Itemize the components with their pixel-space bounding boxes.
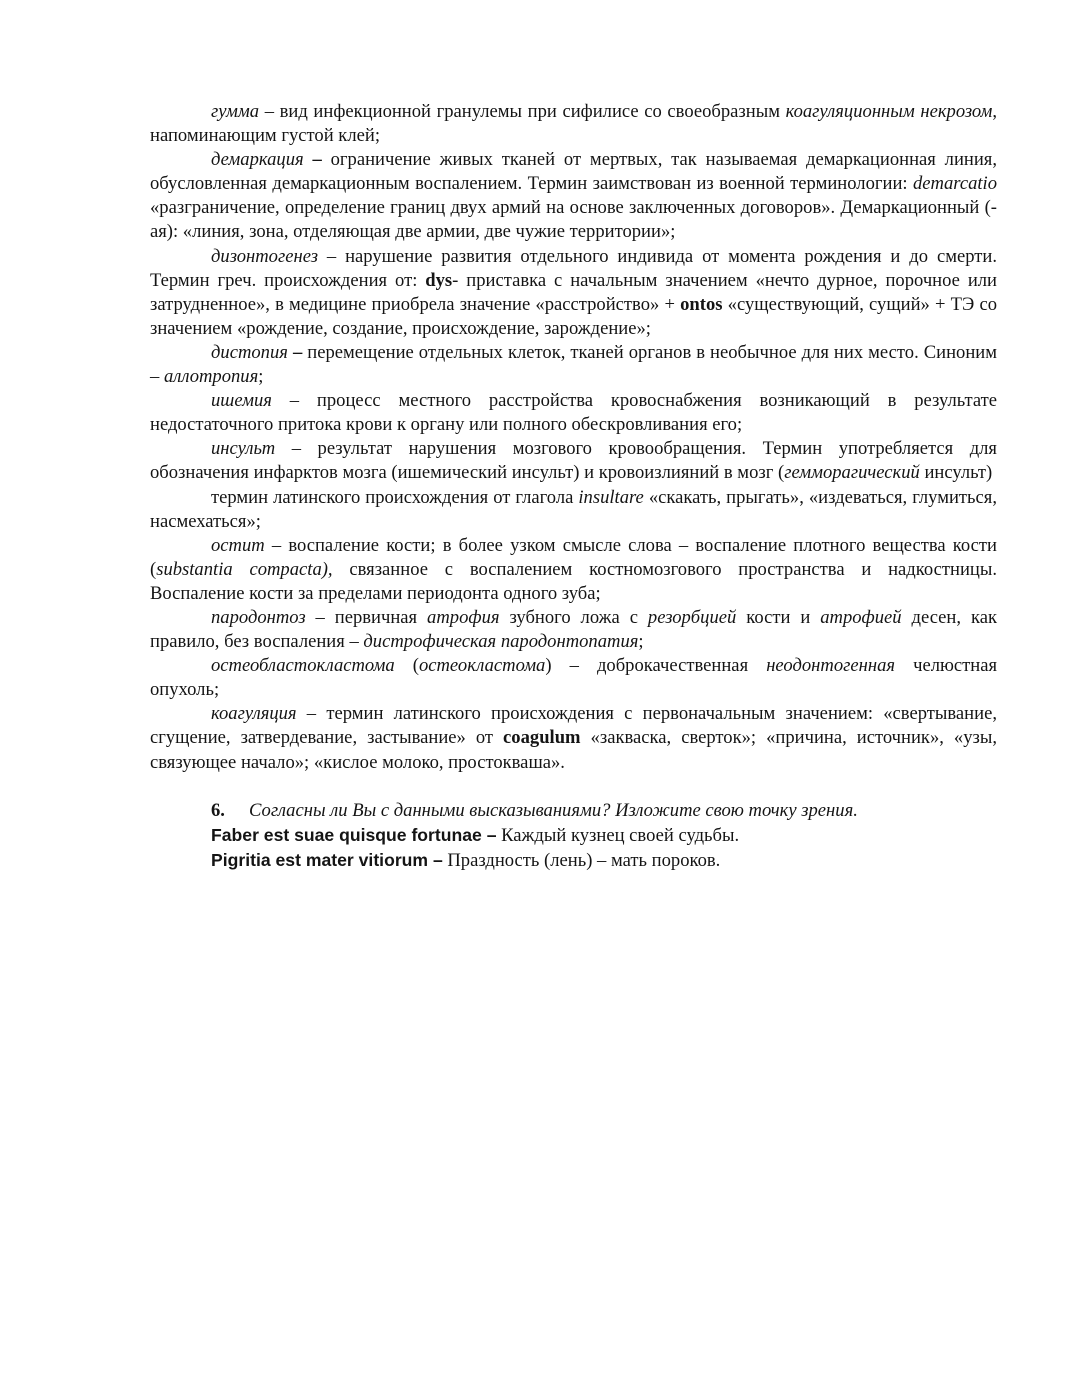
glossary-text: insultare [578,486,644,508]
glossary-text: неодонтогенная [766,655,896,677]
glossary-text: «разграничение, определение границ двух армий на основе заключенных договоров». Демаркационный (-ая): «линия, зона, отделяющая две армии, две чужие территории»; [150,197,997,243]
glossary-entry [150,341,997,389]
glossary-entry [150,148,997,244]
question-6 [150,799,997,823]
proverb-1 [150,823,997,848]
glossary-text: substantia compacta), [156,558,333,580]
glossary-text: – термин латинского происхождения с первоначальным значением: «свертывание, сгущение, затвердевание, застывание» от [150,703,997,749]
glossary-entry [150,389,997,437]
glossary-term: инсульт [211,438,276,460]
proverb-latin: Faber est suae quisque fortunae – [211,824,497,845]
glossary-text: – вид инфекционной гранулемы при сифилисе со своеобразным [259,101,786,122]
glossary-term: дистопия [211,341,288,363]
glossary-text: – [287,341,308,363]
glossary-text: гемморагический [784,462,920,484]
glossary-text: ( [394,655,419,677]
glossary-text: – процесс местного расстройства кровоснабжения возникающий в результате недостаточного притока крови к органу или полного обескровливания его; [150,390,997,436]
proverb-translation: Каждый кузнец своей судьбы. [496,824,740,846]
glossary-text: – результат нарушения мозгового кровообращения. Термин употребляется для обозначения инфарктов мозга (ишемический инсульт) и кровоизлияний в мозг ( [150,438,997,484]
glossary-text: «закваска, сверток»; «причина, источник», «узы, связующее начало»; «кислое молоко, простокваша». [150,727,998,773]
glossary-term: остит [211,534,265,556]
proverb-latin: Pigritia est mater vitiorum – [211,849,443,870]
glossary-term: гумма [211,101,260,122]
glossary-entry [150,654,997,702]
glossary-text: аллотропия [163,366,259,388]
proverb-translation: Праздность (лень) – мать пороков. [442,849,721,871]
glossary-text: дистрофическая пародонтопатия [363,631,639,653]
spacer [150,775,997,799]
glossary-text: инсульт) [919,462,993,484]
glossary-term: дизонтогенез [211,245,318,267]
glossary-entry [150,437,997,485]
glossary-text: - приставка с начальным значением «нечто дурное, порочное или затрудненное», в медицине приобрела значение «расстройство» + [150,269,997,315]
glossary-text: ; [638,631,644,653]
glossary-text: зубного ложа с [499,606,648,628]
glossary-term: остеобластокластома [211,655,395,677]
glossary-text: – воспаление кости; в более узком смысле слова – воспаление плотного вещества кости ( [150,534,997,580]
glossary-text: ограничение живых тканей от мертвых, так называемая демаркационная линия, обусловленная демаркационным воспалением. Термин заимствован из военной терминологии: [150,149,997,195]
glossary-entry [150,486,997,534]
glossary-entry [150,245,997,341]
glossary-text: термин латинского происхождения от глагола [211,486,579,508]
glossary-text: остеокластома [418,655,546,677]
glossary-text: челюстная опухоль; [150,655,998,701]
proverb-2 [150,848,997,873]
glossary-entry [150,606,997,654]
glossary-text: – [303,149,331,171]
glossary-text: кости и [736,606,821,628]
glossary-entry [150,100,997,148]
glossary-term: демаркация [211,149,304,171]
glossary-entry [150,534,997,606]
glossary-text: атрофией [820,606,902,628]
glossary-list [150,100,997,775]
glossary-text: ontos [680,293,723,315]
glossary-text: коагуляционным некрозом [785,101,993,122]
glossary-text: , напоминающим густой клей; [150,101,997,147]
glossary-text: ) – доброкачественная [545,655,767,677]
glossary-text: «существующий, сущий» + ТЭ со значением «рождение, создание, происхождение, зарождение»; [150,293,997,339]
glossary-text: десен, как правило, без воспаления – [150,606,998,653]
glossary-text: – нарушение развития отдельного индивида от момента рождения и до смерти. Термин греч. происхождения от: [150,245,997,291]
question-text: Согласны ли Вы с данными высказываниями? Изложите свою точку зрения. [249,799,858,821]
glossary-text: перемещение отдельных клеток, тканей органов в необычное для них место. Синоним – [150,341,998,388]
glossary-term: ишемия [211,390,272,412]
glossary-text: связанное с воспалением костномозгового пространства и надкостницы. Воспаление кости за пределами периодонта одного зуба; [150,558,997,604]
glossary-term: пародонтоз [211,606,306,628]
glossary-text: ; [258,366,264,388]
glossary-text: резорбцией [647,606,737,628]
glossary-text: «скакать, прыгать», «издеваться, глумиться, насмехаться»; [150,486,997,532]
glossary-text: dys [425,269,453,291]
glossary-text: coagulum [503,727,581,749]
glossary-entry [150,702,997,774]
question-number: 6. [211,799,225,821]
glossary-text: атрофия [427,606,500,628]
glossary-text: demarcatio [913,173,997,195]
glossary-text: – первичная [305,606,428,628]
glossary-term: коагуляция [211,703,297,725]
document-page [150,100,997,873]
